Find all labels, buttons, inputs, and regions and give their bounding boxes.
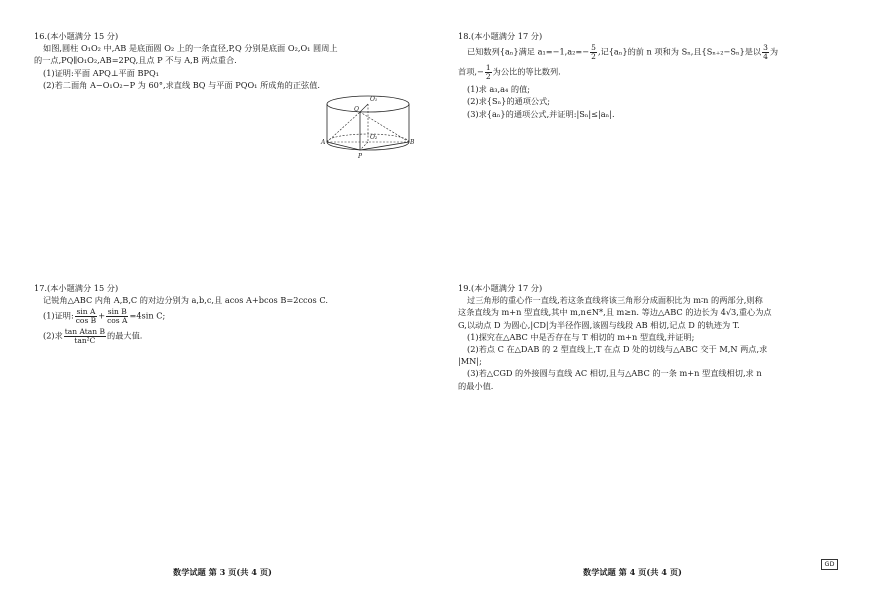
segment-o1q bbox=[360, 104, 368, 112]
q17-part1 bbox=[34, 308, 328, 325]
fraction-numerator: 1 bbox=[485, 63, 491, 73]
fraction-denominator: 2 bbox=[591, 52, 596, 62]
fraction-sinA-cosB bbox=[75, 308, 97, 325]
fraction-denominator: cos B bbox=[75, 316, 97, 326]
fraction-numerator: sin B bbox=[107, 307, 127, 317]
label-p: P bbox=[358, 153, 363, 160]
fraction-numerator: 5 bbox=[591, 43, 596, 53]
q19-stem-line2: 这条直线为 m+n 型直线,其中 m,n∈N*,且 m≥n. 等边△ABC 的边长为 4√3,重心为点 bbox=[458, 307, 772, 318]
q16-part1: (1)证明:平面 APQ⊥平面 BPQ₁ bbox=[43, 67, 160, 78]
question-16 bbox=[34, 30, 338, 91]
fraction-denominator: cos A bbox=[107, 316, 128, 326]
fraction-tan-product bbox=[64, 328, 106, 345]
cylinder-figure bbox=[318, 90, 418, 170]
q19-header: 19.(本小题满分 17 分) bbox=[458, 283, 543, 293]
q18-stem-line2 bbox=[458, 64, 778, 81]
q19-part3: (3)若△CGD 的外接圆与直线 AC 相切,且与△ABC 的一条 m+n 型直线相切,求 n bbox=[467, 368, 762, 379]
label-b: B bbox=[410, 139, 415, 146]
question-17 bbox=[34, 282, 328, 345]
q16-stem-line1: 如图,圆柱 O₁O₂ 中,AB 是底面圆 O₂ 上的一条直径,P,Q 分别是底面 O₂,O₁ 圆周上 bbox=[43, 43, 338, 54]
fraction-denominator: 2 bbox=[485, 72, 491, 82]
q19-part2-cont: |MN|; bbox=[458, 356, 482, 367]
question-19 bbox=[458, 282, 772, 392]
q17-part2-suffix: 的最大值. bbox=[107, 330, 143, 341]
q16-part2: (2)若二面角 A−O₁O₂−P 为 60°,求直线 BQ 与平面 PQO₁ 所成角的正弦值. bbox=[43, 79, 320, 90]
q16-stem-line2: 的一点,PQ∥O₁O₂,AB=2PQ,且点 P 不与 A,B 两点重合. bbox=[34, 55, 237, 66]
q17-part2 bbox=[34, 328, 328, 345]
label-o2: O₂ bbox=[370, 134, 378, 141]
fraction-numerator: tan Atan B bbox=[64, 327, 105, 337]
page-footer-right: 数学试题 第 4 页(共 4 页) bbox=[583, 567, 682, 577]
fraction-1-2 bbox=[485, 64, 492, 81]
q18-part3: (3)求{aₙ}的通项公式,并证明:|Sₙ|≤|aₙ|. bbox=[467, 108, 615, 119]
q17-part1-prefix: (1)证明: bbox=[43, 310, 74, 321]
q18-stem-part-b: ,记{aₙ}的前 n 项和为 Sₙ,且{Sₙ₊₂−Sₙ}是以 bbox=[597, 46, 762, 57]
q19-stem-line3: G,以动点 D 为圆心,|CD|为半径作圆,该圆与线段 AB 相切,记点 D 的轨迹为 T. bbox=[458, 319, 740, 330]
question-18 bbox=[458, 30, 778, 120]
q17-header: 17.(本小题满分 15 分) bbox=[34, 283, 119, 293]
plus-sign: + bbox=[98, 310, 106, 321]
fraction-sinB-cosA bbox=[106, 308, 128, 325]
q18-stem-part-e: 为公比的等比数列. bbox=[492, 66, 561, 77]
segment-aq bbox=[327, 112, 360, 142]
q17-part1-suffix: =4sin C; bbox=[129, 310, 166, 321]
fraction-numerator: sin A bbox=[76, 307, 96, 317]
q18-stem-part-c: 为 bbox=[769, 46, 779, 57]
label-o1: O₁ bbox=[370, 96, 378, 103]
q18-part1: (1)求 a₃,a₄ 的值; bbox=[467, 84, 531, 95]
q18-header: 18.(本小题满分 17 分) bbox=[458, 31, 543, 41]
q19-part1: (1)探究在△ABC 中是否存在与 T 相切的 m+n 型直线,并证明; bbox=[467, 331, 695, 342]
segment-bp bbox=[360, 142, 409, 150]
fraction-3-4 bbox=[762, 44, 769, 61]
q17-stem: 记锐角△ABC 内角 A,B,C 的对边分别为 a,b,c,且 acos A+bcos B=2ccos C. bbox=[43, 295, 328, 306]
label-q: Q bbox=[354, 106, 359, 113]
q19-part3-cont: 的最小值. bbox=[458, 380, 494, 391]
q18-stem-line1 bbox=[458, 44, 778, 61]
q18-stem-part-d: 首项,− bbox=[458, 66, 484, 77]
q19-part2: (2)若点 C 在△DAB 的 2 型直线上,T 在点 D 处的切线与△ABC 交于 M,N 两点,求 bbox=[467, 344, 768, 355]
q18-part2: (2)求{Sₙ}的通项公式; bbox=[467, 96, 551, 107]
label-a: A bbox=[321, 139, 326, 146]
fraction-5-2 bbox=[590, 44, 597, 61]
q16-header: 16.(本小题满分 15 分) bbox=[34, 31, 119, 41]
fraction-numerator: 3 bbox=[763, 43, 768, 53]
q17-part2-prefix: (2)求 bbox=[43, 330, 63, 341]
q18-stem-part-a: 已知数列{aₙ}满足 a₁=−1,a₂=− bbox=[467, 46, 590, 57]
fraction-denominator: tan²C bbox=[74, 336, 96, 346]
fraction-denominator: 4 bbox=[763, 52, 768, 62]
gd-badge: GD bbox=[821, 559, 838, 570]
segment-bq bbox=[360, 112, 409, 142]
page-footer-left: 数学试题 第 3 页(共 4 页) bbox=[173, 567, 272, 577]
q19-stem-line1: 过三角形的重心作一直线,若这条直线将该三角形分成面积比为 m∶n 的两部分,则称 bbox=[467, 295, 763, 306]
